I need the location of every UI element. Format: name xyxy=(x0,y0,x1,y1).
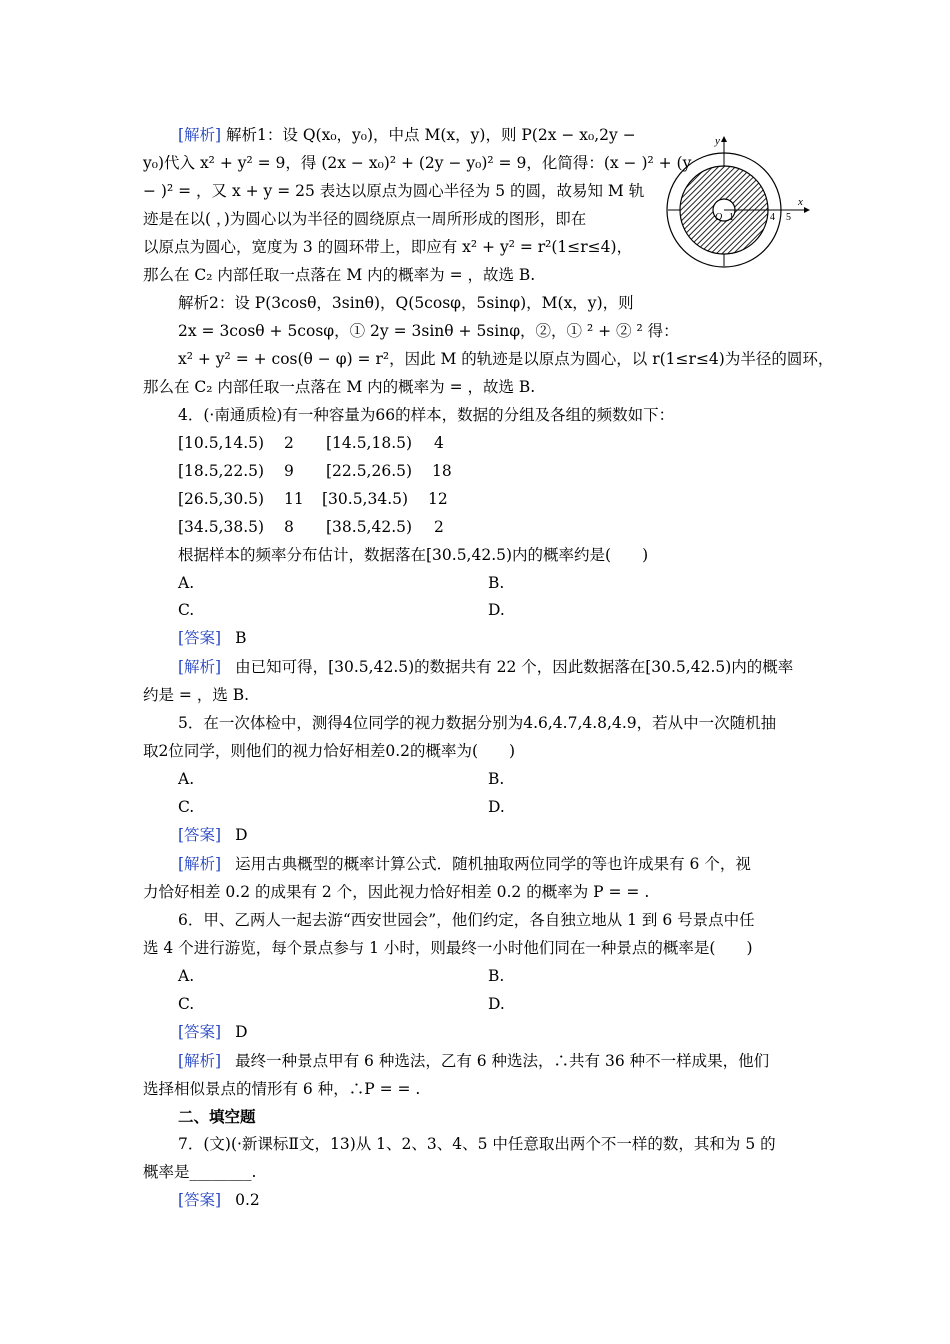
analysis-tag: [解析] xyxy=(178,126,222,144)
analysis-text: 解析1：设 Q(x₀，y₀)，中点 M(x，y)，则 P(2x − x₀,2y − xyxy=(221,126,636,144)
question-6-stem: 选 4 个进行游览，每个景点参与 1 小时，则最终一小时他们同在一种景点的概率是( ) xyxy=(143,939,753,957)
analysis-line: 2x = 3cosθ + 5cosφ，① 2y = 3sinθ + 5sinφ，②，① ² + ② ² 得： xyxy=(178,322,679,340)
question-6-stem: 6．甲、乙两人一起去游“西安世园会”，他们约定，各自独立地从 1 到 6 号景点中任 xyxy=(178,911,755,929)
analysis-line: 选择相似景点的情形有 6 种，∴P = = . xyxy=(143,1080,421,1098)
option-d: D. xyxy=(488,995,505,1013)
question-4-text: 根据样本的频率分布估计，数据落在[30.5,42.5)内的概率约是( ) xyxy=(178,546,649,564)
annulus-figure xyxy=(662,132,812,268)
option-a: A. xyxy=(178,770,195,788)
option-b: B. xyxy=(488,770,505,788)
analysis-line: 以原点为圆心，宽度为 3 的圆环带上，即应有 x² + y² = r²(1≤r≤4)， xyxy=(143,238,633,256)
answer-line: [答案] D xyxy=(178,826,248,844)
analysis-line: 力恰好相差 0.2 的成果有 2 个，因此视力恰好相差 0.2 的概率为 P = = . xyxy=(143,883,650,901)
question-7-stem: 概率是________. xyxy=(143,1163,257,1181)
answer-line: [答案] 0.2 xyxy=(178,1191,260,1209)
option-b: B. xyxy=(488,967,505,985)
question-5-stem: 取2位同学，则他们的视力恰好相差0.2的概率为( ) xyxy=(143,742,516,760)
analysis-line: [解析] 由已知可得，[30.5,42.5)的数据共有 22 个，因此数据落在[30.5,42.5)内的概率 xyxy=(178,658,794,676)
origin-label: O xyxy=(715,212,723,223)
y-arrow-icon xyxy=(721,136,727,142)
analysis-line: 那么在 C₂ 内部任取一点落在 M 内的概率为 = ，故选 B. xyxy=(143,378,536,396)
option-d: D. xyxy=(488,601,505,619)
answer-line xyxy=(178,628,247,648)
tick-1: 1 xyxy=(729,212,734,223)
analysis-line: 约是 = ，选 B. xyxy=(143,686,250,704)
question-4-stem: 4．(·南通质检)有一种容量为66的样本，数据的分组及各组的频数如下： xyxy=(178,406,675,424)
document-page: [解析] 解析1：设 Q(x₀，y₀)，中点 M(x，y)，则 P(2x − x₀,2y − y₀)代入 x² + y² = 9，得 (2x − x₀)² + (2y − y₀)² = 9，化简得：(x − )² + (y − )² = ，又 x + y = 25 表达以原点为圆心半径为 5 的圆，故易知 M 轨 迹是在以( ，)为圆心以为半径的圆绕原点一周所形成的图形，即在 以原点为圆心，宽度为 3 的圆环带上，即应有 x² + y² = r²(1≤r≤4)， 那么在 C₂ 内部任取一点落在 M 内的概率为 = ，故选 B. 解析2：设 P(3cosθ，3sinθ)，Q(5cosφ，5sinφ)，M(x，y)，则 2x = 3cosθ + 5cosφ，① 2y = 3sinθ + 5sinφ，②，① ² + ② ² 得： x² + y² = + cos(θ − φ) = r²，因此 M 的轨迹是以原点为圆心，以 r(1≤r≤4)为半径的圆环， 那么在 C₂ 内部任取一点落在 M 内的概率为 = ，故选 B. y x O 1 4 5 4．(·南通质检)有一种容量为66的样本，数据的分组及各组的频数如下： [10.5,14.5) 2 [14.5,18.5) 4 [18.5,22.5) 9 [22.5,26.5) 18 [26.5,30.5) 11 [30.5,34.5) 12 [34.5,38.5) 8 [38.5,42.5) 2 根据样本的频率分布估计，数据落在[30.5,42.5)内的概率约是( ) A. B. C. D. [答案] B [解析] 由已知可得，[30.5,42.5)的数据共有 22 个，因此数据落在[30.5,42.5)内的概率 约是 = ，选 B. 5．在一次体检中，测得4位同学的视力数据分别为4.6,4.7,4.8,4.9，若从中一次随机抽 取2位同学，则他们的视力恰好相差0.2的概率为( ) A. B. C. D. [答案] D [解析] 运用古典概型的概率计算公式．随机抽取两位同学的等也许成果有 6 个，视 力恰好相差 0.2 的成果有 2 个，因此视力恰好相差 0.2 的概率为 P = = . 6．甲、乙两人一起去游“西安世园会”，他们约定，各自独立地从 1 到 6 号景点中任 选 4 个进行游览，每个景点参与 1 小时，则最终一小时他们同在一种景点的概率是( ) A. B. C. D. [答案] D [解析] 最终一种景点甲有 6 种选法，乙有 6 种选法，∴共有 36 种不一样成果，他们 选择相似景点的情形有 6 种，∴P = = . 二、填空题 7．(文)(·新课标Ⅱ文，13)从 1、2、3、4、5 中任意取出两个不一样的数，其和为 5 的 概率是________. [答案] 0.2 xyxy=(143,126,834,1209)
question-7-stem: 7．(文)(·新课标Ⅱ文，13)从 1、2、3、4、5 中任意取出两个不一样的数，其和为 5 的 xyxy=(178,1135,776,1153)
option-c: C. xyxy=(178,995,195,1013)
tick-4: 4 xyxy=(770,212,775,223)
analysis-line: [解析] 最终一种景点甲有 6 种选法，乙有 6 种选法，∴共有 36 种不一样成果，他们 xyxy=(178,1052,770,1070)
analysis-line: 那么在 C₂ 内部任取一点落在 M 内的概率为 = ，故选 B. xyxy=(143,266,536,284)
analysis-line: y₀)代入 x² + y² = 9，得 (2x − x₀)² + (2y − y₀)² = 9，化简得：(x − )² + (y xyxy=(143,154,692,172)
analysis-tag: [解析] xyxy=(178,658,222,676)
answer-line: [答案] D xyxy=(178,1023,248,1041)
option-c: C. xyxy=(178,601,195,619)
answer-value: B xyxy=(235,629,247,647)
section-heading: 二、填空题 xyxy=(178,1107,256,1126)
analysis-line: 解析2：设 P(3cosθ，3sinθ)，Q(5cosφ，5sinφ)，M(x，y)，则 xyxy=(178,294,634,312)
x-label: x xyxy=(798,196,803,208)
analysis-line: x² + y² = + cos(θ − φ) = r²，因此 M 的轨迹是以原点为圆心，以 r(1≤r≤4)为半径的圆环， xyxy=(178,350,834,368)
question-5-stem: 5．在一次体检中，测得4位同学的视力数据分别为4.6,4.7,4.8,4.9，若从中一次随机抽 xyxy=(178,714,777,732)
option-a: A. xyxy=(178,967,195,985)
option-d: D. xyxy=(488,798,505,816)
analysis-line: [解析] 运用古典概型的概率计算公式．随机抽取两位同学的等也许成果有 6 个，视 xyxy=(178,855,751,873)
tick-5: 5 xyxy=(786,212,791,223)
analysis-line: − )² = ，又 x + y = 25 表达以原点为圆心半径为 5 的圆，故易知 M 轨 xyxy=(143,182,645,200)
analysis-line: 迹是在以( ，)为圆心以为半径的圆绕原点一周所形成的图形，即在 xyxy=(143,210,587,228)
y-label: y xyxy=(715,135,720,147)
option-a: A. xyxy=(178,574,195,592)
answer-tag: [答案] xyxy=(178,629,222,647)
option-b: B. xyxy=(488,574,505,592)
option-c: C. xyxy=(178,798,195,816)
analysis-line xyxy=(178,125,636,145)
